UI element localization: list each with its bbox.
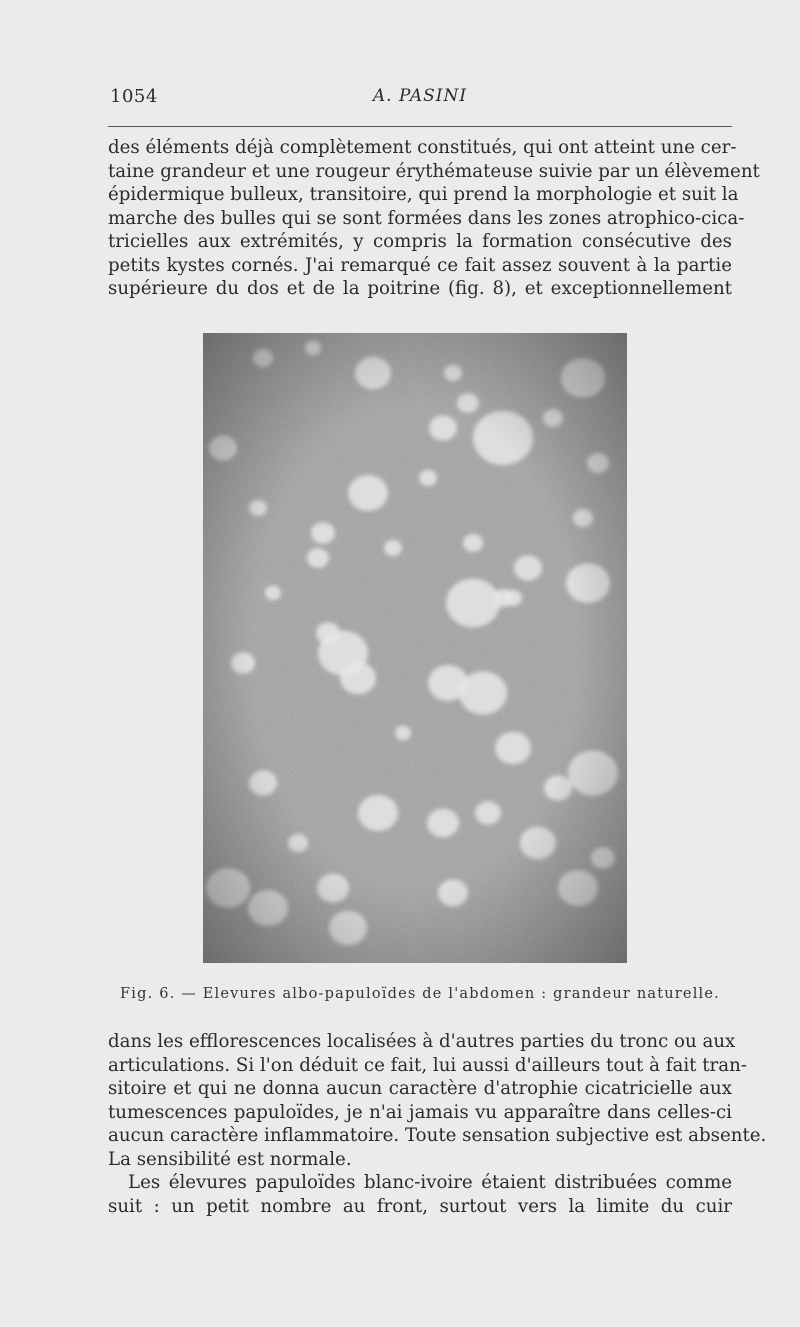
text-line: tumescences papuloïdes, je n'ai jamais vu apparaître dans celles-ci	[108, 1101, 732, 1123]
body-text-top	[108, 136, 760, 301]
text-line: supérieure du dos et de la poitrine (fig. 8), et exceptionnellement	[108, 278, 732, 299]
body-text-bottom	[108, 1030, 767, 1218]
text-line: petits kystes cornés. J'ai remarqué ce fait assez souvent à la partie	[108, 254, 732, 276]
text-line: épidermique bulleux, transitoire, qui prend la morphologie et suit la	[108, 184, 739, 205]
skin-photograph	[203, 333, 627, 963]
text-line: articulations. Si l'on déduit ce fait, lui aussi d'ailleurs tout à fait tran-	[108, 1054, 747, 1076]
header-rule	[108, 126, 732, 127]
figure-caption: Fig. 6. — Elevures albo-papuloïdes de l'abdomen : grandeur naturelle.	[120, 986, 720, 1002]
text-line: sitoire et qui ne donna aucun caractère d'atrophie cicatricielle aux	[108, 1078, 732, 1099]
text-line: suit : un petit nombre au front, surtout vers la limite du cuir	[108, 1195, 732, 1217]
page-number: 1054	[110, 86, 158, 107]
running-head: A. PASINI	[372, 86, 468, 106]
text-line: La sensibilité est normale.	[108, 1148, 352, 1170]
text-line: des éléments déjà complètement constitués, qui ont atteint une cer-	[108, 137, 737, 158]
text-line: marche des bulles qui se sont formées dans les zones atrophico-cica-	[108, 207, 745, 229]
page-header	[110, 86, 730, 112]
text-line: dans les efflorescences localisées à d'autres parties du tronc ou aux	[108, 1031, 736, 1052]
text-line: taine grandeur et une rougeur érythémateuse suivie par un élèvement	[108, 160, 760, 182]
text-line: aucun caractère inflammatoire. Toute sensation subjective est absente.	[108, 1125, 767, 1146]
text-line: Les élevures papuloïdes blanc-ivoire étaient distribuées comme	[128, 1172, 732, 1193]
text-line: tricielles aux extrémités, y compris la formation consécutive des	[108, 231, 732, 252]
figure-photograph	[203, 333, 627, 963]
